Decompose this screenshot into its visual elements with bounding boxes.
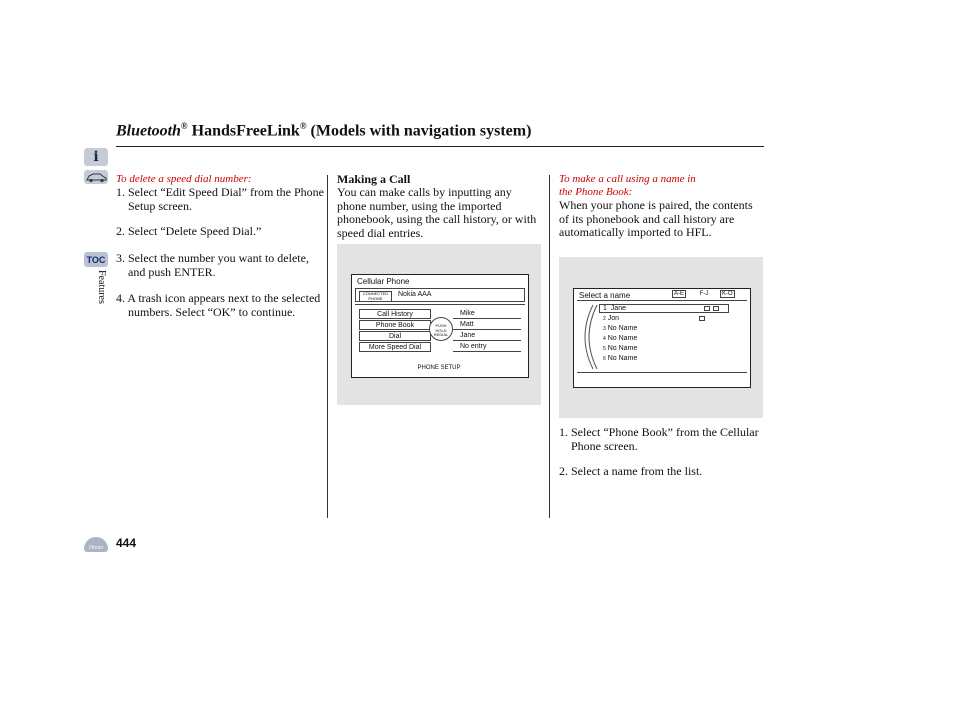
phone-book-row[interactable] <box>603 314 723 324</box>
connected-phone-box <box>355 288 525 302</box>
row-name: Jane <box>610 305 626 312</box>
col1-step: 1. Select “Edit Speed Dial” from the Phone Setup screen. <box>116 185 324 213</box>
redial-button[interactable]: PUSH HOLD REDIAL <box>429 317 453 341</box>
name-list <box>577 300 747 373</box>
screenshot-select-name <box>559 257 763 418</box>
row-name: No Name <box>607 335 638 342</box>
phone-book-row[interactable] <box>603 334 723 344</box>
cellular-phone-screen <box>351 274 529 378</box>
screenshot-cellular-phone <box>337 244 541 405</box>
row-number: 4 <box>603 336 606 342</box>
car-icon[interactable] <box>84 170 108 184</box>
title-tail: (Models with navigation system) <box>306 122 532 140</box>
row-number: 3 <box>603 326 606 332</box>
title-bluetooth: Bluetooth <box>116 122 181 140</box>
title-handsfreelink: HandsFreeLink <box>187 122 300 140</box>
col3-step: 1. Select “Phone Book” from the Cellular Phone screen. <box>559 425 759 453</box>
row-name: No Name <box>607 355 638 362</box>
row-number: 2 <box>603 316 606 322</box>
col1-step: 2. Select “Delete Speed Dial.” <box>116 224 262 238</box>
screen-title: Cellular Phone <box>357 277 410 286</box>
phone-name: Nokia AAA <box>398 291 432 298</box>
row-number: 1 <box>603 305 607 312</box>
tab-f-j[interactable]: F-J <box>699 291 709 297</box>
reg-mark: ® <box>180 121 188 131</box>
col2-heading: Making a Call <box>337 172 411 186</box>
row-name: No Name <box>607 345 638 352</box>
col1-step: 3. Select the number you want to delete, and push ENTER. <box>116 251 309 279</box>
col3-text: When your phone is paired, the contents of its phonebook and call history are automatically imported to HFL. <box>559 198 753 239</box>
phone-book-row[interactable] <box>603 354 723 364</box>
col3-step: 2. Select a name from the list. <box>559 464 703 478</box>
row-name: No Name <box>607 325 638 332</box>
row-number: 5 <box>603 346 606 352</box>
title-rule <box>116 146 764 147</box>
column-divider <box>327 175 328 518</box>
info-icon[interactable]: i <box>84 148 108 166</box>
col3-heading: To make a call using a name in the Phone Book: <box>559 173 696 198</box>
connected-label: CONNECTED PHONE <box>359 291 392 302</box>
menu-call-history[interactable]: Call History <box>359 309 431 319</box>
home-button[interactable]: Home <box>84 537 108 552</box>
speed-dial-entry[interactable]: No entry <box>453 342 521 352</box>
select-name-screen <box>573 288 751 388</box>
phone-book-row[interactable] <box>603 344 723 354</box>
row-number: 6 <box>603 356 606 362</box>
column-divider <box>549 175 550 518</box>
reg-mark: ® <box>299 121 307 131</box>
page-number: 444 <box>116 536 137 550</box>
screen-title: Select a name <box>579 291 631 300</box>
col1-step: 4. A trash icon appears next to the selected numbers. Select “OK” to continue. <box>116 291 321 319</box>
alpha-tabs <box>672 291 735 297</box>
menu-more-speed-dial[interactable]: More Speed Dial <box>359 342 431 352</box>
menu-dial[interactable]: Dial <box>359 331 431 341</box>
page-title <box>116 121 531 140</box>
section-label: Features <box>96 270 107 304</box>
phone-type-icon <box>704 306 710 311</box>
tab-k-o[interactable]: K-O <box>722 291 733 297</box>
col1-heading: To delete a speed dial number: <box>116 173 252 185</box>
scroll-arc <box>579 303 599 371</box>
row-name: Jon <box>607 315 620 322</box>
menu-area <box>355 304 525 362</box>
speed-dial-entry[interactable]: Matt <box>453 320 521 330</box>
speed-dial-entry[interactable]: Mike <box>453 309 521 319</box>
phone-book-row[interactable] <box>599 304 729 313</box>
col2-text: You can make calls by inputting any phone number, using the imported phonebook, using the call history, or with speed dial entries. <box>337 185 537 240</box>
speed-dial-entry[interactable]: Jane <box>453 331 521 341</box>
phone-type-icon <box>699 316 705 321</box>
tab-a-e[interactable]: A-E <box>674 291 685 297</box>
phone-type-icon <box>713 306 719 311</box>
menu-phone-book[interactable]: Phone Book <box>359 320 431 330</box>
phone-book-row[interactable] <box>603 324 723 334</box>
phone-setup-label[interactable]: PHONE SETUP <box>417 365 461 371</box>
toc-button[interactable]: TOC <box>84 252 108 267</box>
